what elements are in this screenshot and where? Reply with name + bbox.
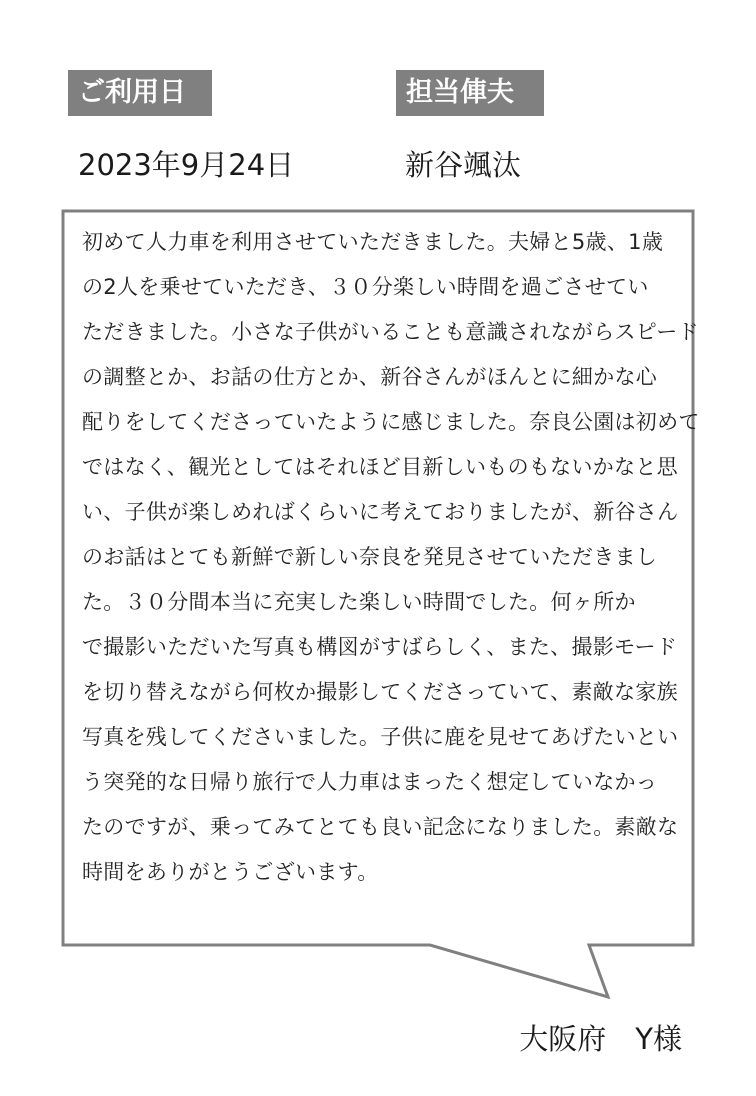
review-line: のお話はとても新鮮で新しい奈良を発見させていただきまし <box>82 545 658 569</box>
usage-date-value: 2023年9月24日 <box>78 148 295 182</box>
usage-date-label: ご利用日 <box>68 70 212 116</box>
driver-label: 担当俥夫 <box>396 70 544 116</box>
author-name: 大阪府 Y様 <box>519 1022 682 1056</box>
review-line: い、子供が楽しめればくらいに考えておりましたが、新谷さん <box>82 500 679 524</box>
review-line: たのですが、乗ってみてとても良い記念になりました。素敵な <box>82 815 679 839</box>
review-line: た。３０分間本当に充実した楽しい時間でした。何ヶ所か <box>82 590 636 614</box>
review-line: 配りをしてくださっていたように感じました。奈良公園は初めて <box>82 410 700 434</box>
review-line: 時間をありがとうございます。 <box>82 860 379 884</box>
review-line: の調整とか、お話の仕方とか、新谷さんがほんとに細かな心 <box>82 365 658 389</box>
review-line: ではなく、観光としてはそれほど目新しいものもないかなと思 <box>82 455 678 479</box>
review-line: で撮影いただいた写真も構図がすばらしく、また、撮影モード <box>82 635 678 659</box>
review-line: の2人を乗せていただき、３０分楽しい時間を過ごさせてい <box>82 275 649 299</box>
driver-name-value: 新谷颯汰 <box>405 148 522 182</box>
review-line: ただきました。小さな子供がいることも意識されながらスピード <box>82 320 699 344</box>
review-line: う突発的な日帰り旅行で人力車はまったく想定していなかっ <box>82 770 658 794</box>
review-text <box>82 220 700 895</box>
review-line: 写真を残してくださいました。子供に鹿を見せてあげたいとい <box>82 725 679 749</box>
review-line: を切り替えながら何枚か撮影してくださっていて、素敵な家族 <box>82 680 678 704</box>
review-line: 初めて人力車を利用させていただきました。夫婦と5歳、1歳 <box>82 230 664 254</box>
